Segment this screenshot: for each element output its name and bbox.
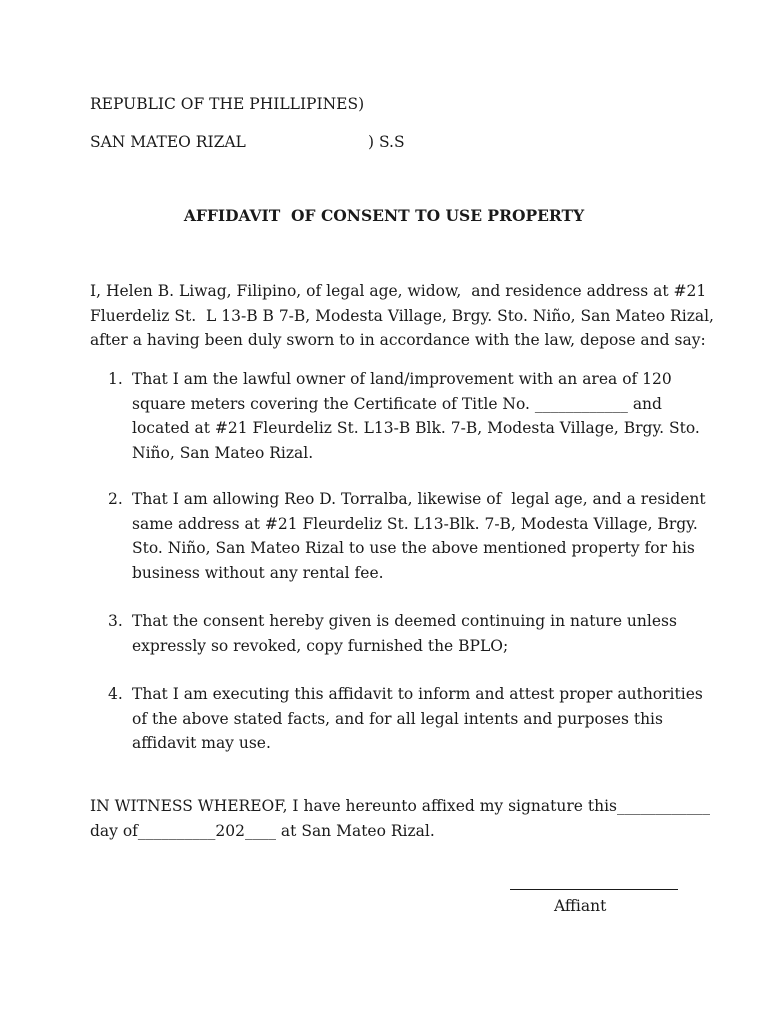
- list-item-line: business without any rental fee.: [132, 563, 384, 582]
- list-item-number: 2.: [108, 490, 123, 508]
- list-item-line: Sto. Niño, San Mateo Rizal to use the above mentioned property for his: [132, 539, 695, 557]
- list-item-line: affidavit may use.: [132, 734, 271, 752]
- signature-line: [510, 889, 678, 890]
- list-item-number: 3.: [108, 612, 123, 630]
- list-item-line: That I am the lawful owner of land/improvement with an area of 120: [132, 370, 672, 388]
- intro-line: I, Helen B. Liwag, Filipino, of legal age, widow, and residence address at #21: [90, 282, 707, 300]
- document-title: AFFIDAVIT OF CONSENT TO USE PROPERTY: [183, 206, 585, 225]
- list-item-text: [132, 609, 692, 658]
- intro-line: after a having been duly sworn to in accordance with the law, depose and say:: [90, 331, 706, 349]
- venue-ss: ) S.S: [368, 133, 405, 151]
- list-item-line: That the consent hereby given is deemed continuing in nature unless: [132, 612, 677, 630]
- list-item-line: of the above stated facts, and for all legal intents and purposes this: [132, 709, 663, 728]
- venue-country: REPUBLIC OF THE PHILLIPINES): [90, 95, 365, 113]
- list-item-text: [132, 487, 706, 585]
- list-item-line: located at #21 Fleurdeliz St. L13-B Blk. 7-B, Modesta Village, Brgy. Sto.: [132, 419, 700, 437]
- list-item-line: expressly so revoked, copy furnished the BPLO;: [132, 636, 509, 655]
- list-item-number: 1.: [108, 370, 123, 388]
- intro-paragraph: [90, 279, 714, 353]
- venue-city: SAN MATEO RIZAL: [90, 133, 246, 151]
- list-item-line: same address at #21 Fleurdeliz St. L13-Blk. 7-B, Modesta Village, Brgy.: [132, 514, 698, 533]
- list-item-line: Niño, San Mateo Rizal.: [132, 443, 314, 462]
- witness-paragraph: [90, 794, 710, 843]
- list-item-line: square meters covering the Certificate of Title No. ____________ and: [132, 394, 662, 413]
- list-item-line: That I am allowing Reo D. Torralba, likewise of legal age, and a resident: [132, 490, 706, 508]
- signature-label: Affiant: [554, 897, 607, 915]
- witness-line: IN WITNESS WHEREOF, I have hereunto affixed my signature this____________: [90, 797, 710, 815]
- list-item-text: [132, 367, 700, 465]
- list-item-line: That I am executing this affidavit to inform and attest proper authorities: [132, 685, 703, 703]
- list-item-text: [132, 682, 703, 756]
- witness-line: day of__________202____ at San Mateo Rizal.: [90, 821, 435, 840]
- list-item-number: 4.: [108, 685, 123, 703]
- intro-line: Fluerdeliz St. L 13-B B 7-B, Modesta Village, Brgy. Sto. Niño, San Mateo Rizal,: [90, 306, 714, 325]
